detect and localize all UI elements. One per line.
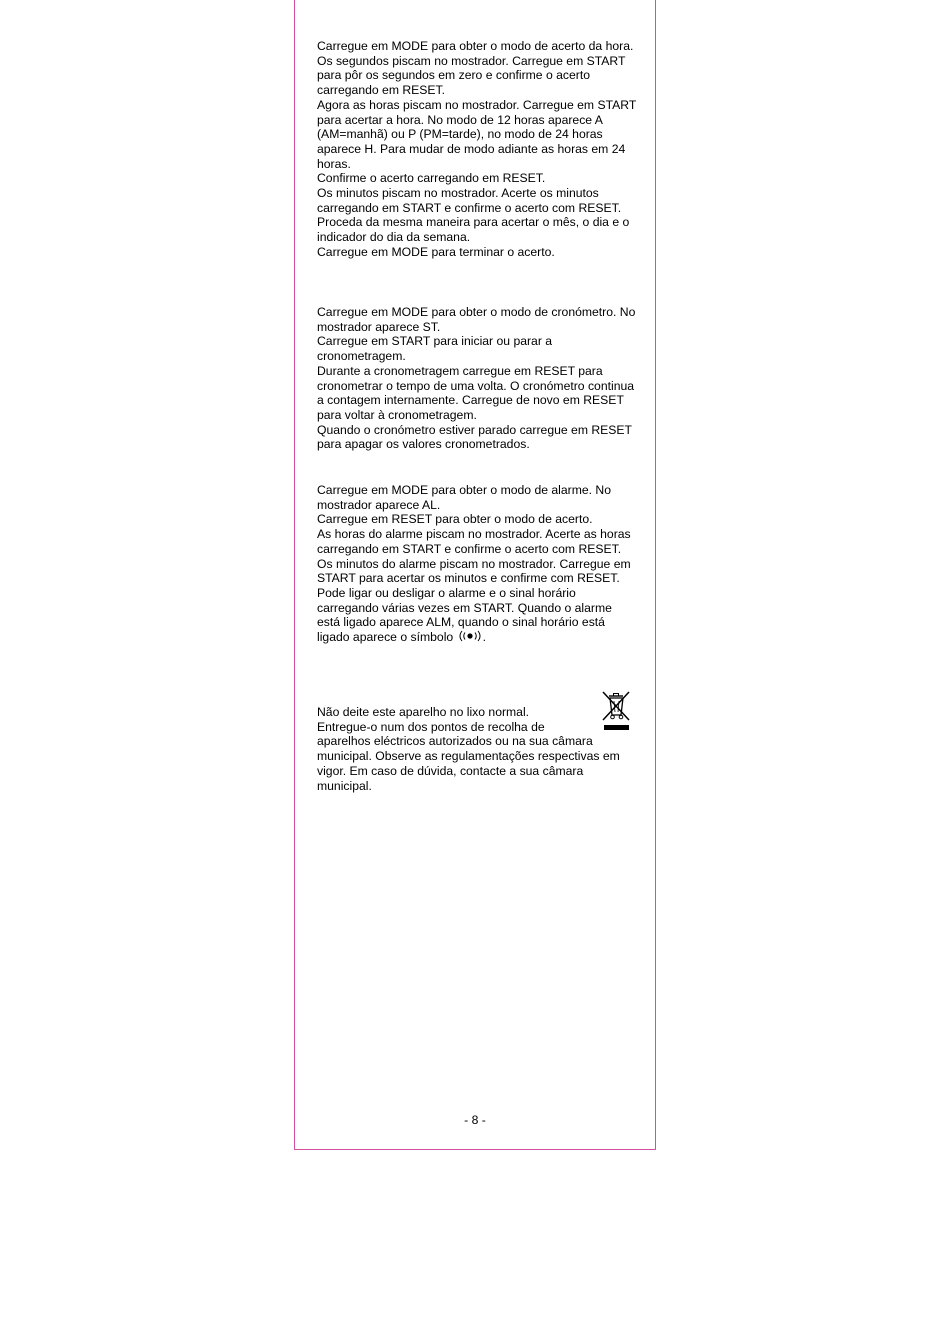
alarm-instructions	[317, 483, 637, 645]
time-setting-instructions: Carregue em MODE para obter o modo de acerto da hora. Os segundos piscam no mostrador. Carregue em START para pôr os segundos em zero e confirme o acerto carregando em RESET. Agora as horas piscam no mostrador. Carregue em START para acertar a hora. No modo de 12 horas aparece A (AM=manhã) ou P (PM=tarde), no modo de 24 horas aparece H. Para mudar de modo adiante as horas em 24 horas. Confirme o acerto carregando em RESET. Os minutos piscam no mostrador. Acerte os minutos carregando em START e confirme o acerto com RESET. Proceda da mesma maneira para acertar o mês, o dia e o indicador do dia da semana. Carregue em MODE para terminar o acerto.	[317, 39, 637, 259]
page-number: - 8 -	[464, 1113, 486, 1127]
disposal-notice: Não deite este aparelho no lixo normal. Entregue-o num dos pontos de recolha de aparelhos eléctricos autorizados ou na sua câmara municipal. Observe as regulamentações respectivas em vigor. Em caso de dúvida, contacte a sua câmara municipal.	[317, 705, 620, 793]
alarm-text-end: .	[482, 630, 486, 645]
alarm-text: Carregue em MODE para obter o modo de alarme. No mostrador aparece AL. Carregue em RESET para obter o modo de acerto. As horas do alarme piscam no mostrador. Acerte as horas carregando em START e confirme o acerto com RESET. Os minutos do alarme piscam no mostrador. Carregue em START para acertar os minutos e confirme com RESET. Pode ligar ou desligar o alarme e o sinal horário carregando várias vezes em START. Quando o alarme está ligado aparece ALM, quando o sinal horário está ligado aparece o símbolo	[317, 483, 631, 645]
hourly-signal-icon	[457, 630, 483, 642]
chronometer-instructions: Carregue em MODE para obter o modo de cronómetro. No mostrador aparece ST. Carregue em START para iniciar ou parar a cronometragem. Durante a cronometragem carregue em RESET para cronometrar o tempo de uma volta. O cronómetro continua a contagem internamente. Carregue de novo em RESET para voltar à cronometragem. Quando o cronómetro estiver parado carregue em RESET para apagar os valores cronometrados.	[317, 305, 636, 452]
